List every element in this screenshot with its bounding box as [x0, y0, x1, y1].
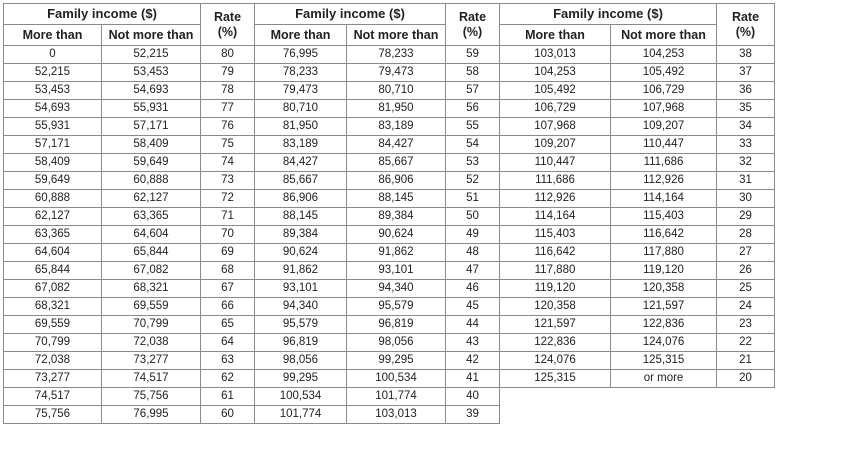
group1-more-than-cell: 55,931	[4, 118, 102, 136]
group3-more-than-cell: 106,729	[500, 100, 611, 118]
table-row	[4, 406, 775, 424]
income-rate-table-sheet	[3, 3, 775, 424]
empty-cell	[717, 406, 775, 424]
group1-not-more-than-cell: 70,799	[102, 316, 201, 334]
group1-rate-cell: 70	[201, 226, 255, 244]
group2-more-than-cell: 98,056	[255, 352, 347, 370]
group2-not-more-than-header: Not more than	[347, 25, 446, 46]
group3-income-header: Family income ($)	[500, 4, 717, 25]
group3-not-more-than-cell: 124,076	[611, 334, 717, 352]
group2-not-more-than-cell: 103,013	[347, 406, 446, 424]
table-row	[4, 118, 775, 136]
group3-more-than-cell: 110,447	[500, 154, 611, 172]
table-row	[4, 244, 775, 262]
group2-more-than-cell: 100,534	[255, 388, 347, 406]
group2-more-than-cell: 79,473	[255, 82, 347, 100]
group1-not-more-than-cell: 54,693	[102, 82, 201, 100]
group2-not-more-than-cell: 84,427	[347, 136, 446, 154]
group1-not-more-than-cell: 72,038	[102, 334, 201, 352]
group3-more-than-cell: 121,597	[500, 316, 611, 334]
group2-rate-cell: 41	[446, 370, 500, 388]
group2-rate-cell: 51	[446, 190, 500, 208]
group3-rate-cell: 36	[717, 82, 775, 100]
group2-not-more-than-cell: 90,624	[347, 226, 446, 244]
group2-more-than-cell: 76,995	[255, 46, 347, 64]
group3-not-more-than-cell: 125,315	[611, 352, 717, 370]
group3-not-more-than-cell: 122,836	[611, 316, 717, 334]
group3-not-more-than-cell: 105,492	[611, 64, 717, 82]
group1-rate-cell: 68	[201, 262, 255, 280]
group2-not-more-than-cell: 86,906	[347, 172, 446, 190]
group3-more-than-cell: 125,315	[500, 370, 611, 388]
group3-rate-cell: 33	[717, 136, 775, 154]
table-row	[4, 64, 775, 82]
group2-income-header: Family income ($)	[255, 4, 446, 25]
group2-more-than-header: More than	[255, 25, 347, 46]
group2-rate-cell: 49	[446, 226, 500, 244]
group3-more-than-cell: 114,164	[500, 208, 611, 226]
group2-not-more-than-cell: 80,710	[347, 82, 446, 100]
group1-rate-cell: 64	[201, 334, 255, 352]
group2-not-more-than-cell: 101,774	[347, 388, 446, 406]
group2-rate-cell: 42	[446, 352, 500, 370]
group2-not-more-than-cell: 94,340	[347, 280, 446, 298]
group2-rate-cell: 47	[446, 262, 500, 280]
group2-more-than-cell: 84,427	[255, 154, 347, 172]
header-row-columns	[4, 25, 775, 46]
group3-not-more-than-header: Not more than	[611, 25, 717, 46]
group1-more-than-cell: 64,604	[4, 244, 102, 262]
group1-rate-cell: 78	[201, 82, 255, 100]
group1-not-more-than-header: Not more than	[102, 25, 201, 46]
table-row	[4, 136, 775, 154]
table-row	[4, 154, 775, 172]
group2-rate-cell: 48	[446, 244, 500, 262]
group1-not-more-than-cell: 64,604	[102, 226, 201, 244]
group1-more-than-cell: 63,365	[4, 226, 102, 244]
group2-rate-cell: 59	[446, 46, 500, 64]
group2-not-more-than-cell: 100,534	[347, 370, 446, 388]
group2-not-more-than-cell: 91,862	[347, 244, 446, 262]
group2-more-than-cell: 81,950	[255, 118, 347, 136]
group1-more-than-cell: 69,559	[4, 316, 102, 334]
group1-more-than-cell: 68,321	[4, 298, 102, 316]
group1-rate-cell: 72	[201, 190, 255, 208]
rate-header-line2: (%)	[217, 24, 238, 39]
group1-not-more-than-cell: 73,277	[102, 352, 201, 370]
group2-more-than-cell: 95,579	[255, 316, 347, 334]
group2-more-than-cell: 91,862	[255, 262, 347, 280]
group1-rate-cell: 71	[201, 208, 255, 226]
group2-rate-cell: 56	[446, 100, 500, 118]
group2-not-more-than-cell: 88,145	[347, 190, 446, 208]
group2-rate-cell: 46	[446, 280, 500, 298]
group1-rate-cell: 67	[201, 280, 255, 298]
group3-not-more-than-cell: 109,207	[611, 118, 717, 136]
group3-rate-cell: 37	[717, 64, 775, 82]
table-row	[4, 334, 775, 352]
group2-more-than-cell: 80,710	[255, 100, 347, 118]
table-row	[4, 388, 775, 406]
group1-more-than-cell: 59,649	[4, 172, 102, 190]
group2-not-more-than-cell: 93,101	[347, 262, 446, 280]
empty-cell	[500, 406, 611, 424]
group1-rate-cell: 60	[201, 406, 255, 424]
group3-not-more-than-cell: 116,642	[611, 226, 717, 244]
group1-not-more-than-cell: 55,931	[102, 100, 201, 118]
group3-more-than-cell: 107,968	[500, 118, 611, 136]
group1-more-than-cell: 70,799	[4, 334, 102, 352]
group3-more-than-cell: 104,253	[500, 64, 611, 82]
group2-more-than-cell: 94,340	[255, 298, 347, 316]
group3-more-than-cell: 105,492	[500, 82, 611, 100]
group3-not-more-than-cell: 120,358	[611, 280, 717, 298]
group3-not-more-than-cell: 121,597	[611, 298, 717, 316]
group2-rate-cell: 40	[446, 388, 500, 406]
table-row	[4, 370, 775, 388]
table-row	[4, 46, 775, 64]
group3-not-more-than-cell: 119,120	[611, 262, 717, 280]
group3-rate-cell: 28	[717, 226, 775, 244]
group1-not-more-than-cell: 74,517	[102, 370, 201, 388]
group1-rate-cell: 76	[201, 118, 255, 136]
group3-more-than-cell: 109,207	[500, 136, 611, 154]
group2-more-than-cell: 101,774	[255, 406, 347, 424]
empty-cell	[611, 406, 717, 424]
group3-rate-cell: 38	[717, 46, 775, 64]
table-row	[4, 100, 775, 118]
rate-header-line2: (%)	[735, 24, 756, 39]
table-row	[4, 172, 775, 190]
group3-rate-cell: 31	[717, 172, 775, 190]
group3-rate-cell: 24	[717, 298, 775, 316]
group1-more-than-cell: 74,517	[4, 388, 102, 406]
group3-more-than-cell: 111,686	[500, 172, 611, 190]
group3-rate-cell: 20	[717, 370, 775, 388]
group3-more-than-header: More than	[500, 25, 611, 46]
group3-more-than-cell: 120,358	[500, 298, 611, 316]
group1-not-more-than-cell: 75,756	[102, 388, 201, 406]
group1-rate-cell: 69	[201, 244, 255, 262]
group3-not-more-than-cell: 107,968	[611, 100, 717, 118]
group3-rate-cell: 25	[717, 280, 775, 298]
group3-more-than-cell: 103,013	[500, 46, 611, 64]
group2-not-more-than-cell: 99,295	[347, 352, 446, 370]
group3-rate-cell: 27	[717, 244, 775, 262]
group1-not-more-than-cell: 63,365	[102, 208, 201, 226]
group3-rate-cell: 30	[717, 190, 775, 208]
group3-more-than-cell: 119,120	[500, 280, 611, 298]
table-row	[4, 298, 775, 316]
group1-more-than-cell: 52,215	[4, 64, 102, 82]
group3-not-more-than-cell: 111,686	[611, 154, 717, 172]
group1-rate-cell: 65	[201, 316, 255, 334]
group1-more-than-cell: 67,082	[4, 280, 102, 298]
group1-rate-cell: 63	[201, 352, 255, 370]
group2-not-more-than-cell: 78,233	[347, 46, 446, 64]
group2-more-than-cell: 99,295	[255, 370, 347, 388]
income-rate-table	[3, 3, 775, 424]
rate-header-line2: (%)	[462, 24, 483, 39]
group2-rate-cell: 44	[446, 316, 500, 334]
group2-rate-cell: 39	[446, 406, 500, 424]
group3-not-more-than-cell: 115,403	[611, 208, 717, 226]
group3-more-than-cell: 117,880	[500, 262, 611, 280]
table-row	[4, 82, 775, 100]
group2-more-than-cell: 89,384	[255, 226, 347, 244]
group2-more-than-cell: 90,624	[255, 244, 347, 262]
group3-rate-cell: 35	[717, 100, 775, 118]
group3-more-than-cell: 115,403	[500, 226, 611, 244]
group2-rate-cell: 43	[446, 334, 500, 352]
table-row	[4, 316, 775, 334]
group2-rate-cell: 52	[446, 172, 500, 190]
group2-not-more-than-cell: 89,384	[347, 208, 446, 226]
group1-not-more-than-cell: 76,995	[102, 406, 201, 424]
group1-not-more-than-cell: 69,559	[102, 298, 201, 316]
group1-rate-cell: 79	[201, 64, 255, 82]
group1-rate-cell: 73	[201, 172, 255, 190]
group1-more-than-header: More than	[4, 25, 102, 46]
table-row	[4, 208, 775, 226]
header-row-groups	[4, 4, 775, 25]
group2-more-than-cell: 86,906	[255, 190, 347, 208]
group2-not-more-than-cell: 98,056	[347, 334, 446, 352]
group2-more-than-cell: 83,189	[255, 136, 347, 154]
group3-not-more-than-cell: or more	[611, 370, 717, 388]
group1-more-than-cell: 62,127	[4, 208, 102, 226]
group1-rate-cell: 75	[201, 136, 255, 154]
group1-not-more-than-cell: 53,453	[102, 64, 201, 82]
group1-not-more-than-cell: 57,171	[102, 118, 201, 136]
group2-rate-cell: 53	[446, 154, 500, 172]
empty-cell	[717, 388, 775, 406]
group1-not-more-than-cell: 58,409	[102, 136, 201, 154]
group1-more-than-cell: 58,409	[4, 154, 102, 172]
group1-rate-cell: 77	[201, 100, 255, 118]
group3-rate-header	[717, 4, 775, 46]
group2-more-than-cell: 96,819	[255, 334, 347, 352]
group2-not-more-than-cell: 83,189	[347, 118, 446, 136]
group1-rate-header	[201, 4, 255, 46]
group1-more-than-cell: 54,693	[4, 100, 102, 118]
group3-not-more-than-cell: 106,729	[611, 82, 717, 100]
group3-rate-cell: 21	[717, 352, 775, 370]
table-row	[4, 262, 775, 280]
group2-not-more-than-cell: 85,667	[347, 154, 446, 172]
group3-not-more-than-cell: 104,253	[611, 46, 717, 64]
rate-header-line1: Rate	[731, 9, 760, 24]
group3-more-than-cell: 112,926	[500, 190, 611, 208]
group1-more-than-cell: 53,453	[4, 82, 102, 100]
group2-rate-cell: 50	[446, 208, 500, 226]
group1-rate-cell: 66	[201, 298, 255, 316]
table-row	[4, 352, 775, 370]
group1-income-header: Family income ($)	[4, 4, 201, 25]
group3-rate-cell: 23	[717, 316, 775, 334]
group3-rate-cell: 22	[717, 334, 775, 352]
group3-more-than-cell: 124,076	[500, 352, 611, 370]
empty-cell	[500, 388, 611, 406]
group2-not-more-than-cell: 79,473	[347, 64, 446, 82]
table-body	[4, 46, 775, 424]
group2-rate-cell: 54	[446, 136, 500, 154]
group3-rate-cell: 26	[717, 262, 775, 280]
group2-not-more-than-cell: 95,579	[347, 298, 446, 316]
group1-more-than-cell: 73,277	[4, 370, 102, 388]
group1-rate-cell: 62	[201, 370, 255, 388]
group2-not-more-than-cell: 81,950	[347, 100, 446, 118]
group3-more-than-cell: 116,642	[500, 244, 611, 262]
group2-rate-header	[446, 4, 500, 46]
group2-not-more-than-cell: 96,819	[347, 316, 446, 334]
group3-rate-cell: 29	[717, 208, 775, 226]
group2-more-than-cell: 85,667	[255, 172, 347, 190]
group3-not-more-than-cell: 117,880	[611, 244, 717, 262]
group3-more-than-cell: 122,836	[500, 334, 611, 352]
group3-not-more-than-cell: 112,926	[611, 172, 717, 190]
group1-not-more-than-cell: 52,215	[102, 46, 201, 64]
group1-rate-cell: 61	[201, 388, 255, 406]
rate-header-line1: Rate	[213, 9, 242, 24]
group1-not-more-than-cell: 60,888	[102, 172, 201, 190]
rate-header-line1: Rate	[458, 9, 487, 24]
empty-cell	[611, 388, 717, 406]
group2-more-than-cell: 93,101	[255, 280, 347, 298]
group1-not-more-than-cell: 68,321	[102, 280, 201, 298]
group1-not-more-than-cell: 67,082	[102, 262, 201, 280]
group1-more-than-cell: 60,888	[4, 190, 102, 208]
group1-more-than-cell: 65,844	[4, 262, 102, 280]
group1-more-than-cell: 57,171	[4, 136, 102, 154]
group2-rate-cell: 45	[446, 298, 500, 316]
group1-rate-cell: 80	[201, 46, 255, 64]
group2-rate-cell: 58	[446, 64, 500, 82]
group3-not-more-than-cell: 114,164	[611, 190, 717, 208]
group2-more-than-cell: 88,145	[255, 208, 347, 226]
group1-not-more-than-cell: 59,649	[102, 154, 201, 172]
group1-not-more-than-cell: 65,844	[102, 244, 201, 262]
group3-not-more-than-cell: 110,447	[611, 136, 717, 154]
group2-rate-cell: 55	[446, 118, 500, 136]
table-row	[4, 190, 775, 208]
table-row	[4, 226, 775, 244]
group1-more-than-cell: 75,756	[4, 406, 102, 424]
group1-more-than-cell: 72,038	[4, 352, 102, 370]
table-row	[4, 280, 775, 298]
group2-rate-cell: 57	[446, 82, 500, 100]
group1-more-than-cell: 0	[4, 46, 102, 64]
group1-not-more-than-cell: 62,127	[102, 190, 201, 208]
group3-rate-cell: 34	[717, 118, 775, 136]
group2-more-than-cell: 78,233	[255, 64, 347, 82]
group3-rate-cell: 32	[717, 154, 775, 172]
group1-rate-cell: 74	[201, 154, 255, 172]
